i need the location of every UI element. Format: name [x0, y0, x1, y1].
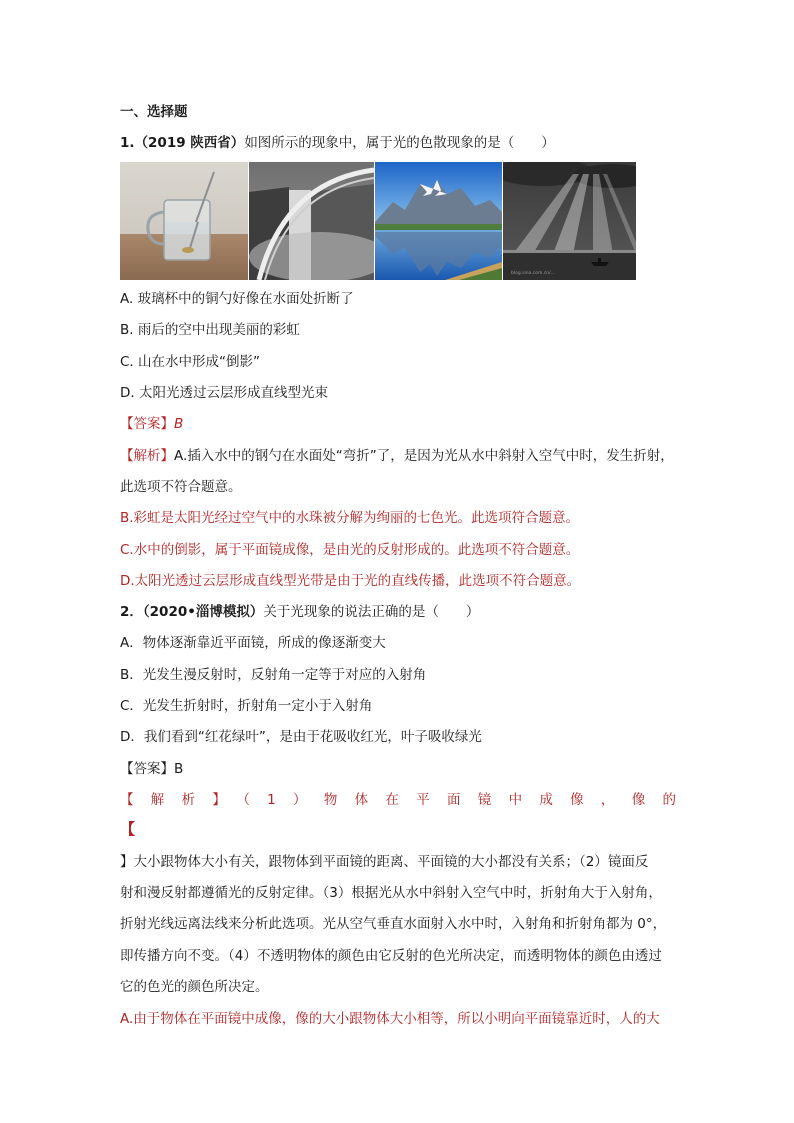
section-title: 一、选择题 [120, 104, 188, 120]
q1-option-a: A. 玻璃杯中的铜勺好像在水面处折断了 [120, 291, 354, 307]
q2-stem-line [120, 603, 479, 621]
q1-answer-label: 【答案】 [120, 416, 174, 432]
q1-analysis-text-1: A.插入水中的钢勺在水面处“弯折”了，是因为光从水中斜射入空气中时，发生折射， [174, 448, 674, 464]
q1-analysis-line-4: C.水中的倒影，属于平面镜成像，是由光的反射形成的。此选项不符合题意。 [120, 542, 580, 558]
glass-spoon-image [120, 162, 248, 280]
q2-option-a: A．物体逐渐靠近平面镜，所成的像逐渐变大 [120, 635, 386, 651]
rainbow-waterfall-image [249, 162, 374, 280]
q2-number: 2． [120, 604, 143, 620]
q1-source: （2019 陕西省） [134, 135, 245, 151]
q2-option-c: C．光发生折射时，折射角一定小于入射角 [120, 698, 373, 714]
q2-analysis-line-6: A.由于物体在平面镜中成像，像的大小跟物体大小相等，所以小明向平面镜靠近时，人的大 [120, 1011, 660, 1027]
q2-analysis-line-2: 射和漫反射都遵循光的反射定律。（3）根据光从水中斜射入空气中时，折射角大于入射角， [120, 885, 662, 901]
image-watermark: blog.sina.com.cn/... [511, 271, 555, 276]
q2-option-d: D．我们看到“红花绿叶”，是由于花吸收红光，叶子吸收绿光 [120, 729, 482, 745]
q1-stem: 如图所示的现象中，属于光的色散现象的是（ ） [244, 135, 555, 151]
q1-analysis-label: 【解析】 [120, 448, 174, 464]
q2-analysis-line-1: 】大小跟物体大小有关，跟物体到平面镜的距离、平面镜的大小都没有关系；（2）镜面反 [120, 854, 649, 870]
q2-answer: 【答案】B [120, 761, 184, 777]
q2-analysis-line-3: 折射光线远离法线来分析此选项。光从空气垂直水面射入水中时，入射角和折射角都为 0°， [120, 916, 667, 932]
q2-source: （2020•淄博模拟） [142, 604, 264, 620]
q1-option-c: C. 山在水中形成“倒影” [120, 354, 260, 370]
q2-stem: 关于光现象的说法正确的是（ ） [263, 604, 480, 620]
q2-analysis-line-4: 即传播方向不变。（4）不透明物体的颜色由它反射的色光所决定，而透明物体的颜色由透过 [120, 948, 662, 964]
q1-answer [120, 415, 183, 433]
q2-analysis-line-5: 它的色光的颜色所决定。 [120, 979, 269, 995]
q2-analysis-spaced: 【解析】（1）物体在平面镜中成像，像的 [120, 792, 676, 808]
q1-analysis-line-1 [120, 447, 674, 465]
q1-answer-value: B [174, 416, 184, 432]
q1-stem-line [120, 134, 555, 152]
q2-option-b: B．光发生漫反射时，反射角一定等于对应的入射角 [120, 667, 427, 683]
q1-analysis-line-3: B.彩虹是太阳光经过空气中的水珠被分解为绚丽的七色光。此选项符合题意。 [120, 510, 580, 526]
q1-number: 1. [120, 135, 135, 151]
q1-image-row [120, 162, 636, 280]
mountain-reflection-image [375, 162, 502, 280]
q1-option-b: B. 雨后的空中出现美丽的彩虹 [120, 322, 300, 338]
q1-analysis-line-5: D.太阳光透过云层形成直线型光带是由于光的直线传播，此选项不符合题意。 [120, 573, 581, 589]
q2-analysis-bracket: 【 [120, 820, 136, 838]
q1-option-d: D. 太阳光透过云层形成直线型光束 [120, 385, 328, 401]
q1-analysis-line-2: 此选项不符合题意。 [120, 479, 242, 495]
sun-rays-image [503, 162, 636, 280]
